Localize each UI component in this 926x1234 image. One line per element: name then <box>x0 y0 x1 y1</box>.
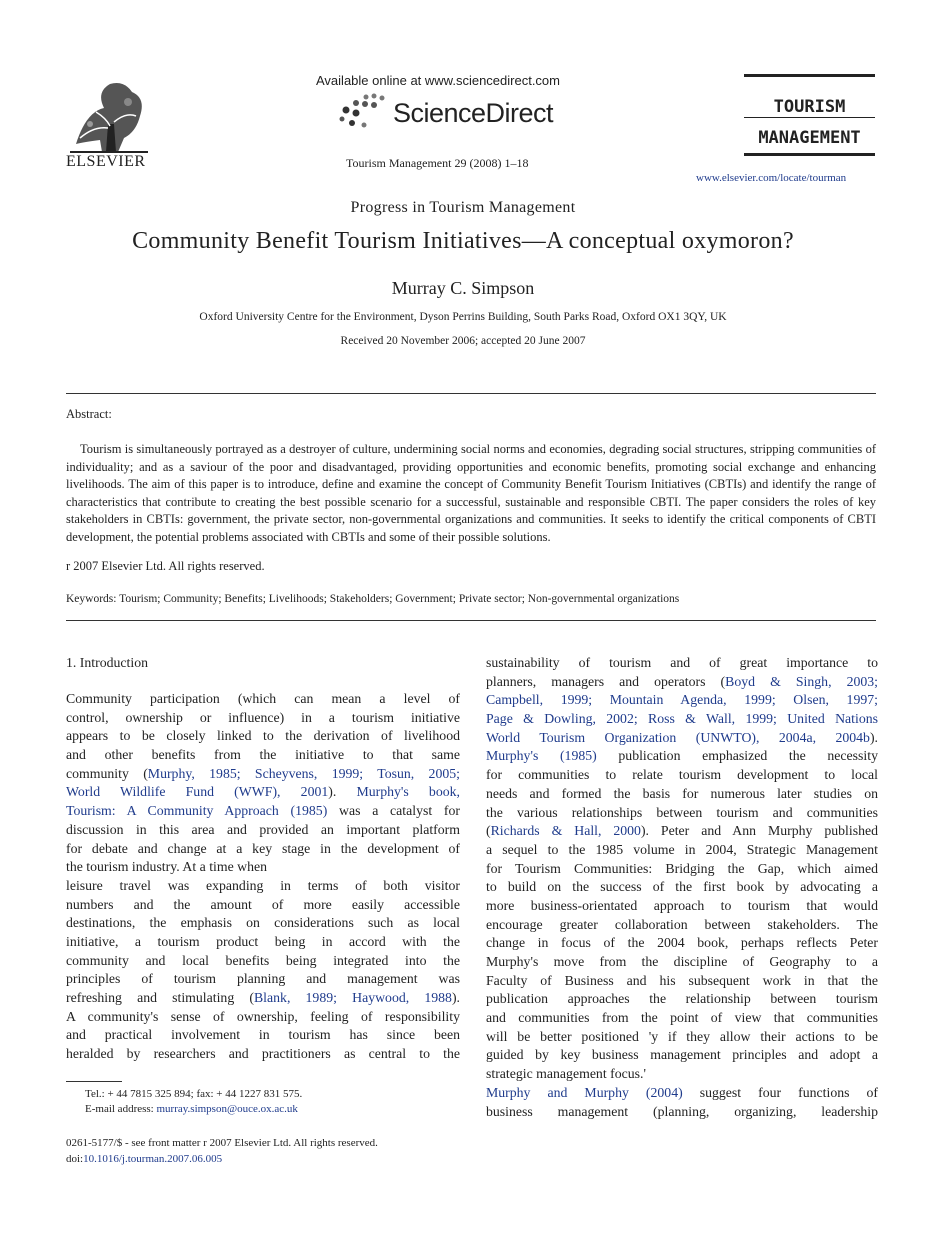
text-line <box>486 673 878 692</box>
article-title: Community Benefit Tourism Initiatives—A conceptual oxymoron? <box>132 228 794 254</box>
text-line <box>486 804 878 823</box>
text-run: Faculty of Business and his subsequent work in that the <box>486 972 878 988</box>
text-line <box>486 953 878 972</box>
email-link[interactable]: murray.simpson@ouce.ox.ac.uk <box>156 1103 298 1115</box>
citation-link[interactable]: Campbell, 1999; Mountain Agenda, 1999; Olsen, 1997; <box>486 692 878 708</box>
text-line <box>486 1084 878 1103</box>
text-run: control, ownership or influence) in a tourism initiative <box>66 709 460 725</box>
text-line <box>66 989 460 1008</box>
text-run: encourage greater collaboration between stakeholders. The <box>486 916 878 932</box>
citation-link[interactable]: Blank, 1989; Haywood, 1988 <box>253 990 452 1005</box>
text-run: publication emphasized the necessity <box>596 748 878 764</box>
text-run: initiative, a tourism product being in accord with the <box>66 933 460 949</box>
journal-url-link[interactable]: www.elsevier.com/locate/tourman <box>696 172 847 184</box>
text-line <box>486 822 878 841</box>
citation-link[interactable]: Murphy, 1985; Scheyvens, 1999; Tosun, 2005; <box>147 765 460 781</box>
text-run: strategic management focus.' <box>486 1066 646 1082</box>
citation-link[interactable]: World Tourism Organization (UNWTO), 2004a, 2004b <box>486 729 870 745</box>
text-run: Community participation (which can mean a level of <box>66 691 460 706</box>
publisher-name: ELSEVIER <box>66 153 146 170</box>
text-line <box>66 802 460 821</box>
available-online-text: Available online at www.sciencedirect.com <box>316 73 560 88</box>
text-run: sustainability of tourism and of great importance to <box>486 655 878 670</box>
text-line <box>486 691 878 710</box>
sciencedirect-icon <box>336 92 390 132</box>
masthead-divider <box>744 117 875 118</box>
footnote-contact: Tel.: + 44 7815 325 894; fax: + 44 1227 831 575. <box>85 1088 303 1100</box>
text-run: business management (planning, organizing, leadership <box>486 1103 878 1119</box>
citation-link[interactable]: Boyd & Singh, 2003; <box>725 673 878 689</box>
text-line <box>66 952 460 971</box>
keywords: Keywords: Tourism; Community; Benefits; Livelihoods; Stakeholders; Government; Private sector; Non-governmental organizations <box>66 593 680 605</box>
text-run: numbers and the amount of more easily accessible <box>66 896 460 912</box>
email-label: E-mail address: <box>85 1103 157 1115</box>
doi-label: doi: <box>66 1153 84 1165</box>
text-run: more business-orientated approach to tourism that would <box>486 897 878 913</box>
text-run: community ( <box>66 765 148 781</box>
text-line <box>486 729 878 748</box>
text-run: destinations, the emphasis on considerations such as local <box>66 915 460 931</box>
citation-link[interactable]: Murphy's book, <box>356 784 460 800</box>
citation-link[interactable]: Tourism: A Community Approach (1985) <box>66 803 328 819</box>
text-run: ). <box>328 784 357 800</box>
abstract-top-rule <box>66 393 876 394</box>
text-line <box>486 1065 878 1084</box>
citation-link[interactable]: Richards & Hall, 2000 <box>490 823 641 839</box>
text-run: ). <box>869 729 878 745</box>
footnote-rule <box>66 1081 122 1082</box>
text-line <box>486 1009 878 1028</box>
front-matter: 0261-5177/$ - see front matter r 2007 Elsevier Ltd. All rights reserved. <box>66 1137 378 1149</box>
text-line <box>66 970 460 989</box>
text-run: was a catalyst for <box>327 803 460 819</box>
text-run: to build on the success of the first book by advocating a <box>486 879 878 895</box>
text-line <box>486 710 878 729</box>
text-line <box>486 897 878 916</box>
text-run: ( <box>486 823 491 839</box>
text-line <box>66 1008 460 1027</box>
text-run: for communities to relate tourism development to local <box>486 767 878 783</box>
text-run: heralded by researchers and practitioners as central to the <box>66 1046 460 1062</box>
text-run: refreshing and stimulating ( <box>66 990 254 1005</box>
text-run: appears to be closely linked to the derivation of livelihood <box>66 728 460 744</box>
text-run: discussion in this area and provided an important platform <box>66 821 460 837</box>
text-run: needs and formed the basis for numerous later studies on <box>486 785 878 801</box>
text-run: leisure travel was expanding in terms of both visitor <box>66 877 460 893</box>
text-line <box>66 727 460 746</box>
text-line <box>66 1026 460 1045</box>
abstract-bottom-rule <box>66 620 876 621</box>
text-line <box>66 896 460 915</box>
text-line <box>486 1103 878 1122</box>
text-line <box>486 934 878 953</box>
text-line <box>66 933 460 952</box>
citation-link[interactable]: Page & Dowling, 2002; Ross & Wall, 1999; United Nations <box>486 711 878 727</box>
left-column-text <box>66 690 460 1064</box>
author-affiliation: Oxford University Centre for the Environment, Dyson Perrins Building, South Parks Road, Oxford OX1 3QY, UK <box>199 311 727 323</box>
citation-link[interactable]: Murphy and Murphy (2004) <box>486 1084 683 1100</box>
section-heading: 1. Introduction <box>66 655 148 670</box>
text-line <box>486 1046 878 1065</box>
text-run: Murphy's move from the discipline of Geography to a <box>486 954 878 969</box>
text-run: suggest four functions of <box>682 1084 878 1100</box>
text-line <box>66 914 460 933</box>
text-line <box>486 654 878 673</box>
text-line <box>486 990 878 1009</box>
journal-citation: Tourism Management 29 (2008) 1–18 <box>346 156 529 170</box>
text-run: A community's sense of ownership, feeling of responsibility <box>66 1008 460 1024</box>
text-run: and other benefits from the initiative to that same <box>66 747 460 763</box>
text-run: planners, managers and operators ( <box>486 673 726 689</box>
text-run: for debate and change at a key stage in the development of <box>66 840 460 856</box>
text-run: guided by key business management principles and adopt a <box>486 1047 878 1063</box>
text-run: community and local benefits being integrated into the <box>66 952 460 968</box>
citation-link[interactable]: World Wildlife Fund (WWF), 2001 <box>66 784 329 800</box>
journal-title-line1: TOURISM <box>773 97 846 117</box>
text-run: a sequel to the 1985 volume in 2004, Strategic Management <box>486 841 878 857</box>
received-dates: Received 20 November 2006; accepted 20 June 2007 <box>340 335 586 347</box>
section-label: Progress in Tourism Management <box>350 199 576 216</box>
text-line <box>486 1028 878 1047</box>
footnote-email <box>85 1103 298 1115</box>
text-line <box>486 860 878 879</box>
doi <box>66 1153 222 1165</box>
text-line <box>486 916 878 935</box>
journal-title-line2: MANAGEMENT <box>758 128 861 148</box>
text-line <box>66 840 460 859</box>
right-column-text <box>486 654 878 1121</box>
text-line <box>66 877 460 896</box>
text-line <box>486 878 878 897</box>
text-line <box>66 783 460 802</box>
abstract-text: Tourism is simultaneously portrayed as a destroyer of culture, undermining social norms and economies, degrading social structures, stripping communities of individuality; and as a saviour of the poor and disadvantaged, providing opportunities and economic benefits, promoting social exchange and enhancing livelihoods. The aim of this paper is to introduce, define and examine the concept of Community Benefit Tourism Initiatives (CBTIs) and identify the range of characteristics that contribute to creating the best possible scenario for a successful, sustainable and responsible CBTI. The paper considers the roles of key stakeholders in CBTIs: government, the private sector, non-governmental organizations and communities. It seeks to identify the critical components of CBTI development, the potential problems associated with CBTIs and some of their possible solutions. <box>66 442 876 544</box>
text-line <box>486 841 878 860</box>
doi-link[interactable]: 10.1016/j.tourman.2007.06.005 <box>83 1153 223 1165</box>
abstract-copyright: r 2007 Elsevier Ltd. All rights reserved. <box>66 559 265 573</box>
text-run: and practical involvement in tourism has since been <box>66 1027 460 1043</box>
text-run: will be better positioned 'y if they allow their actions to be <box>486 1028 878 1044</box>
citation-link[interactable]: Murphy's (1985) <box>486 748 597 764</box>
text-run: ). <box>451 990 460 1005</box>
text-run: publication approaches the relationship between tourism <box>486 991 878 1007</box>
text-run: the various relationships between tourism and communities <box>486 804 878 820</box>
text-line <box>66 821 460 840</box>
text-line <box>486 972 878 991</box>
abstract-label: Abstract: <box>66 407 112 421</box>
text-run: ). Peter and Ann Murphy published <box>640 823 878 839</box>
text-line <box>486 747 878 766</box>
text-line <box>66 709 460 728</box>
text-line <box>486 766 878 785</box>
text-run: the tourism industry. At a time when <box>66 859 268 875</box>
text-line <box>66 690 460 709</box>
text-run: for Tourism Communities: Bridging the Gap, which aimed <box>486 860 878 876</box>
text-line <box>66 746 460 765</box>
text-run: and communities from the point of view that communities <box>486 1010 878 1026</box>
text-line <box>66 1045 460 1064</box>
text-run: principles of tourism planning and management was <box>66 971 460 987</box>
text-run: change in focus of the 2004 book, perhaps reflects Peter <box>486 935 878 951</box>
text-line <box>66 858 460 877</box>
sciencedirect-wordmark: ScienceDirect <box>393 98 554 128</box>
text-line <box>66 765 460 784</box>
journal-masthead <box>744 74 875 156</box>
text-line <box>486 785 878 804</box>
author-name: Murray C. Simpson <box>391 278 535 298</box>
